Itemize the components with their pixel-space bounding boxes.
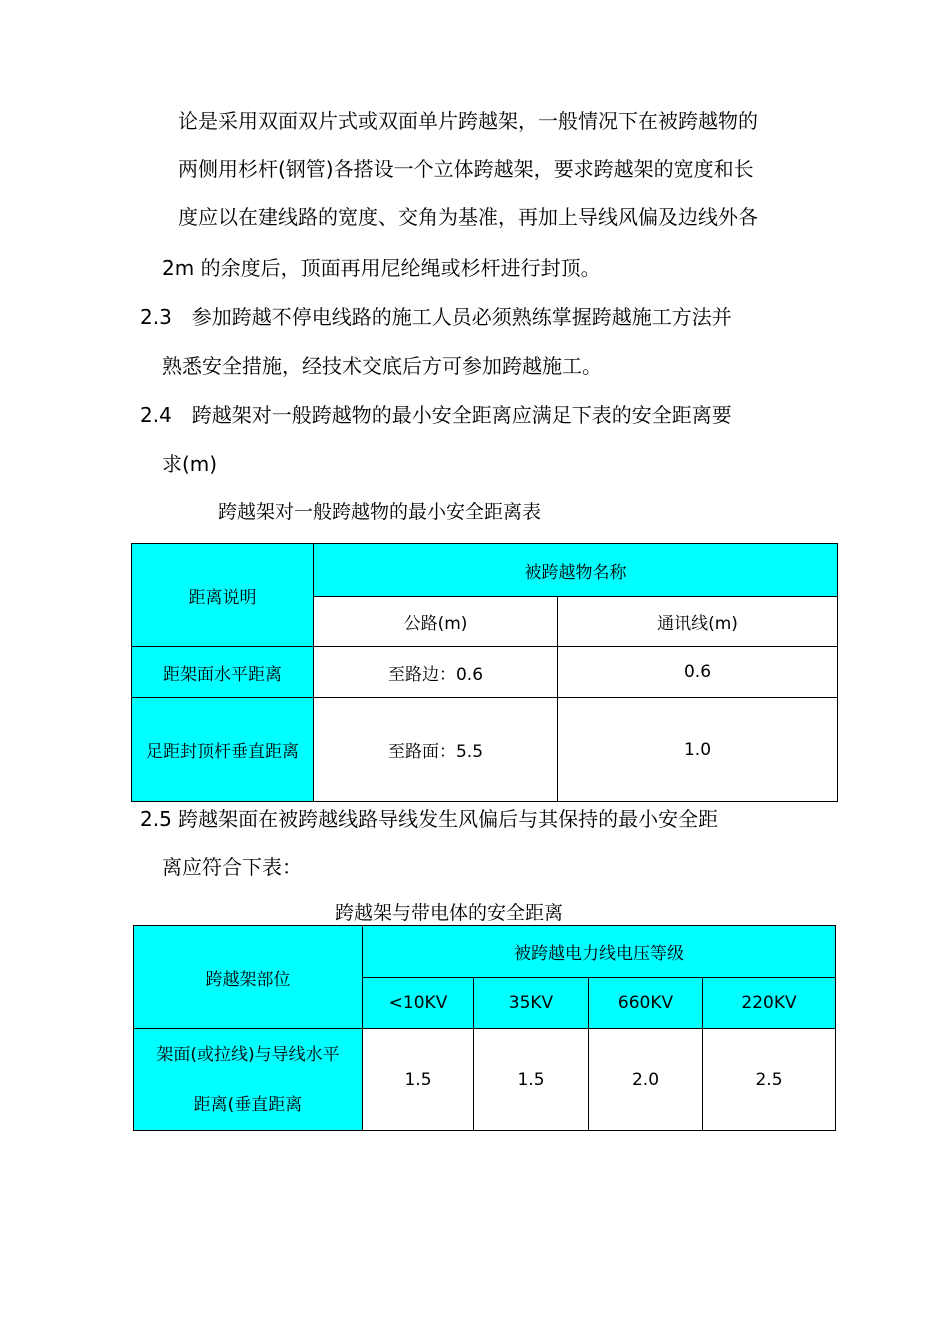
group-header-cell: 被跨越电力线电压等级: [363, 926, 836, 978]
table-cell: 2.0: [589, 1029, 703, 1131]
voltage-header-cell: 35KV: [474, 978, 589, 1029]
safety-distance-table: [131, 543, 838, 802]
paragraph-line: 2m 的余度后，顶面再用尼纶绳或杉杆进行封顶。: [162, 256, 601, 280]
column-header-cell: 公路(m): [314, 597, 558, 647]
group-header-cell: 被跨越物名称: [314, 544, 838, 597]
row-label-cell: 足距封顶杆垂直距离: [132, 698, 314, 802]
voltage-header-cell: 660KV: [589, 978, 703, 1029]
table-cell: 0.6: [558, 647, 838, 698]
paragraph-line: 熟悉安全措施，经技术交底后方可参加跨越施工。: [162, 354, 602, 378]
row-label-line: 架面(或拉线)与导线水平: [156, 1044, 340, 1065]
paragraph-line: 求(m): [162, 452, 218, 476]
paragraph-line: 2.3 参加跨越不停电线路的施工人员必须熟练掌握跨越施工方法并: [140, 305, 732, 329]
table-cell: 至路面：5.5: [314, 698, 558, 802]
table-caption: 跨越架与带电体的安全距离: [335, 902, 564, 924]
table-caption: 跨越架对一般跨越物的最小安全距离表: [218, 501, 542, 523]
paragraph-line: 2.4 跨越架对一般跨越物的最小安全距离应满足下表的安全距离要: [140, 403, 732, 427]
table-cell: 2.5: [703, 1029, 836, 1131]
row-label-cell: [134, 1029, 363, 1131]
paragraph-line: 两侧用杉杆(钢管)各搭设一个立体跨越架，要求跨越架的宽度和长: [178, 157, 754, 181]
paragraph-line: 2.5 跨越架面在被跨越线路导线发生风偏后与其保持的最小安全距: [140, 807, 719, 831]
paragraph-line: 离应符合下表：: [162, 855, 302, 879]
row-header-cell: 跨越架部位: [134, 926, 363, 1029]
voltage-header-cell: <10KV: [363, 978, 474, 1029]
row-header-cell: 距离说明: [132, 544, 314, 647]
table-cell: 1.5: [363, 1029, 474, 1131]
voltage-header-cell: 220KV: [703, 978, 836, 1029]
column-header-cell: 通讯线(m): [558, 597, 838, 647]
paragraph-line: 度应以在建线路的宽度、交角为基准，再加上导线风偏及边线外各: [178, 205, 758, 229]
row-label-cell: 距架面水平距离: [132, 647, 314, 698]
table-cell: 1.5: [474, 1029, 589, 1131]
table-cell: 1.0: [558, 698, 838, 802]
paragraph-line: 论是采用双面双片式或双面单片跨越架，一般情况下在被跨越物的: [178, 109, 758, 133]
table-cell: 至路边：0.6: [314, 647, 558, 698]
row-label-line: 距离(垂直距离: [193, 1094, 303, 1115]
live-conductor-distance-table: [133, 925, 836, 1131]
